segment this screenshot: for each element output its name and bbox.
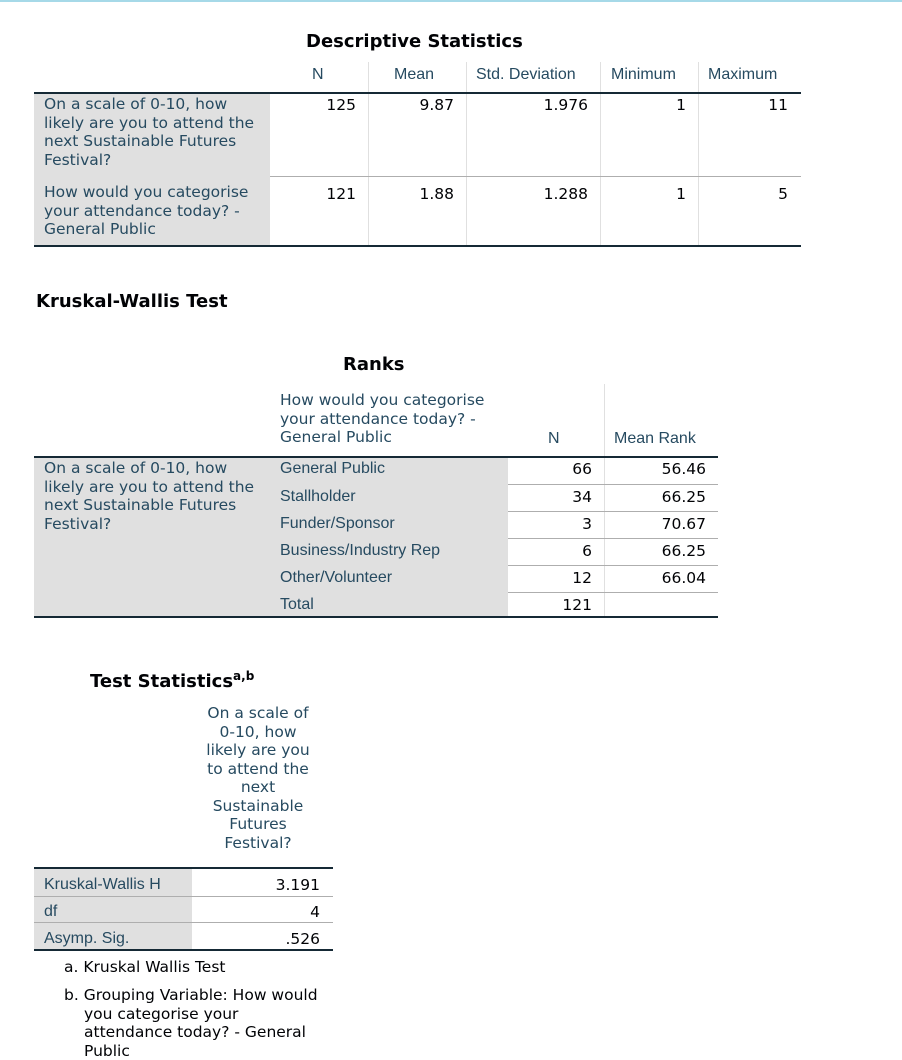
ranks-group-name: Stallholder bbox=[280, 488, 356, 505]
ranks-cell-n: 34 bbox=[572, 488, 592, 506]
desc-cell-n: 125 bbox=[326, 96, 356, 114]
desc-cell-std-deviation: 1.288 bbox=[543, 185, 588, 203]
ranks-col-n: N bbox=[548, 430, 560, 447]
descriptive-statistics-title: Descriptive Statistics bbox=[306, 31, 523, 52]
test-stats-col-header: On a scale of 0-10, how likely are you to attend the next Sustainable Futures Festival? bbox=[206, 704, 310, 852]
desc-cell-mean: 1.88 bbox=[419, 185, 454, 203]
ranks-row-separator bbox=[508, 484, 718, 485]
test-stats-cell-value: 3.191 bbox=[275, 876, 320, 894]
ranks-cell-mean-rank: 66.25 bbox=[661, 542, 706, 560]
test-stats-row-label: Kruskal-Wallis H bbox=[44, 876, 161, 893]
test-stats-row-separator bbox=[34, 896, 333, 897]
ranks-cell-n: 12 bbox=[572, 569, 592, 587]
ranks-row-separator bbox=[508, 592, 718, 593]
test-stats-cell-value: .526 bbox=[285, 930, 320, 948]
ranks-cell-mean-rank: 66.04 bbox=[661, 569, 706, 587]
ranks-group-name: Business/Industry Rep bbox=[280, 542, 441, 559]
desc-col-maximum: Maximum bbox=[708, 66, 778, 83]
desc-gridline bbox=[368, 62, 369, 246]
ranks-group-name: Other/Volunteer bbox=[280, 569, 393, 586]
ranks-cell-mean-rank: 56.46 bbox=[661, 460, 706, 478]
desc-cell-n: 121 bbox=[326, 185, 356, 203]
ranks-cell-n: 3 bbox=[582, 515, 592, 533]
ranks-cell-mean-rank: 70.67 bbox=[661, 515, 706, 533]
desc-cell-minimum: 1 bbox=[676, 185, 686, 203]
desc-cell-maximum: 5 bbox=[778, 185, 788, 203]
desc-row-label: How would you categorise your attendance today? - General Public bbox=[44, 183, 249, 238]
ranks-gridline bbox=[604, 384, 605, 618]
desc-cell-minimum: 1 bbox=[676, 96, 686, 114]
desc-bottom-rule bbox=[34, 245, 801, 247]
desc-col-std-deviation: Std. Deviation bbox=[476, 66, 576, 83]
ranks-row-separator bbox=[508, 511, 718, 512]
ranks-group-header: How would you categorise your attendance today? - General Public bbox=[280, 391, 485, 446]
desc-cell-std-deviation: 1.976 bbox=[543, 96, 588, 114]
ranks-cell-n: 66 bbox=[572, 460, 592, 478]
ranks-row-separator bbox=[508, 538, 718, 539]
ranks-group-name: Funder/Sponsor bbox=[280, 515, 395, 532]
ranks-cell-mean-rank: 66.25 bbox=[661, 488, 706, 506]
test-stats-row-separator bbox=[34, 922, 333, 923]
ranks-row-separator bbox=[508, 565, 718, 566]
desc-row-label: On a scale of 0-10, how likely are you to attend the next Sustainable Futures Festival? bbox=[44, 95, 255, 169]
desc-cell-maximum: 11 bbox=[768, 96, 788, 114]
desc-gridline bbox=[698, 62, 699, 246]
test-stats-bottom-rule bbox=[34, 949, 333, 951]
desc-row-separator bbox=[270, 176, 801, 177]
desc-gridline bbox=[466, 62, 467, 246]
ranks-group-name-total: Total bbox=[280, 596, 314, 613]
test-statistics-footnote-marker: a,b bbox=[233, 669, 255, 683]
ranks-bottom-rule bbox=[34, 616, 718, 618]
ranks-col-mean-rank: Mean Rank bbox=[614, 430, 696, 447]
test-stats-cell-value: 4 bbox=[310, 903, 320, 921]
ranks-group-name: General Public bbox=[280, 460, 385, 477]
footnote-b: b. Grouping Variable: How would you categorise your attendance today? - General Public bbox=[64, 986, 318, 1060]
ranks-row-label: On a scale of 0-10, how likely are you to attend the next Sustainable Futures Festival? bbox=[44, 459, 255, 533]
desc-col-mean: Mean bbox=[394, 66, 435, 83]
ranks-cell-n: 6 bbox=[582, 542, 592, 560]
ranks-title: Ranks bbox=[343, 354, 405, 375]
ranks-cell-n-total: 121 bbox=[562, 596, 592, 614]
desc-col-n: N bbox=[312, 66, 324, 83]
test-statistics-title bbox=[90, 669, 254, 692]
desc-cell-mean: 9.87 bbox=[419, 96, 454, 114]
desc-gridline bbox=[600, 62, 601, 246]
test-stats-row-label: df bbox=[44, 903, 58, 920]
top-border bbox=[0, 0, 902, 2]
kruskal-wallis-heading: Kruskal-Wallis Test bbox=[36, 291, 228, 312]
test-statistics-title-text: Test Statistics bbox=[90, 671, 234, 692]
desc-col-minimum: Minimum bbox=[611, 66, 676, 83]
test-stats-row-label: Asymp. Sig. bbox=[44, 930, 130, 947]
footnote-a: a. Kruskal Wallis Test bbox=[64, 958, 226, 976]
